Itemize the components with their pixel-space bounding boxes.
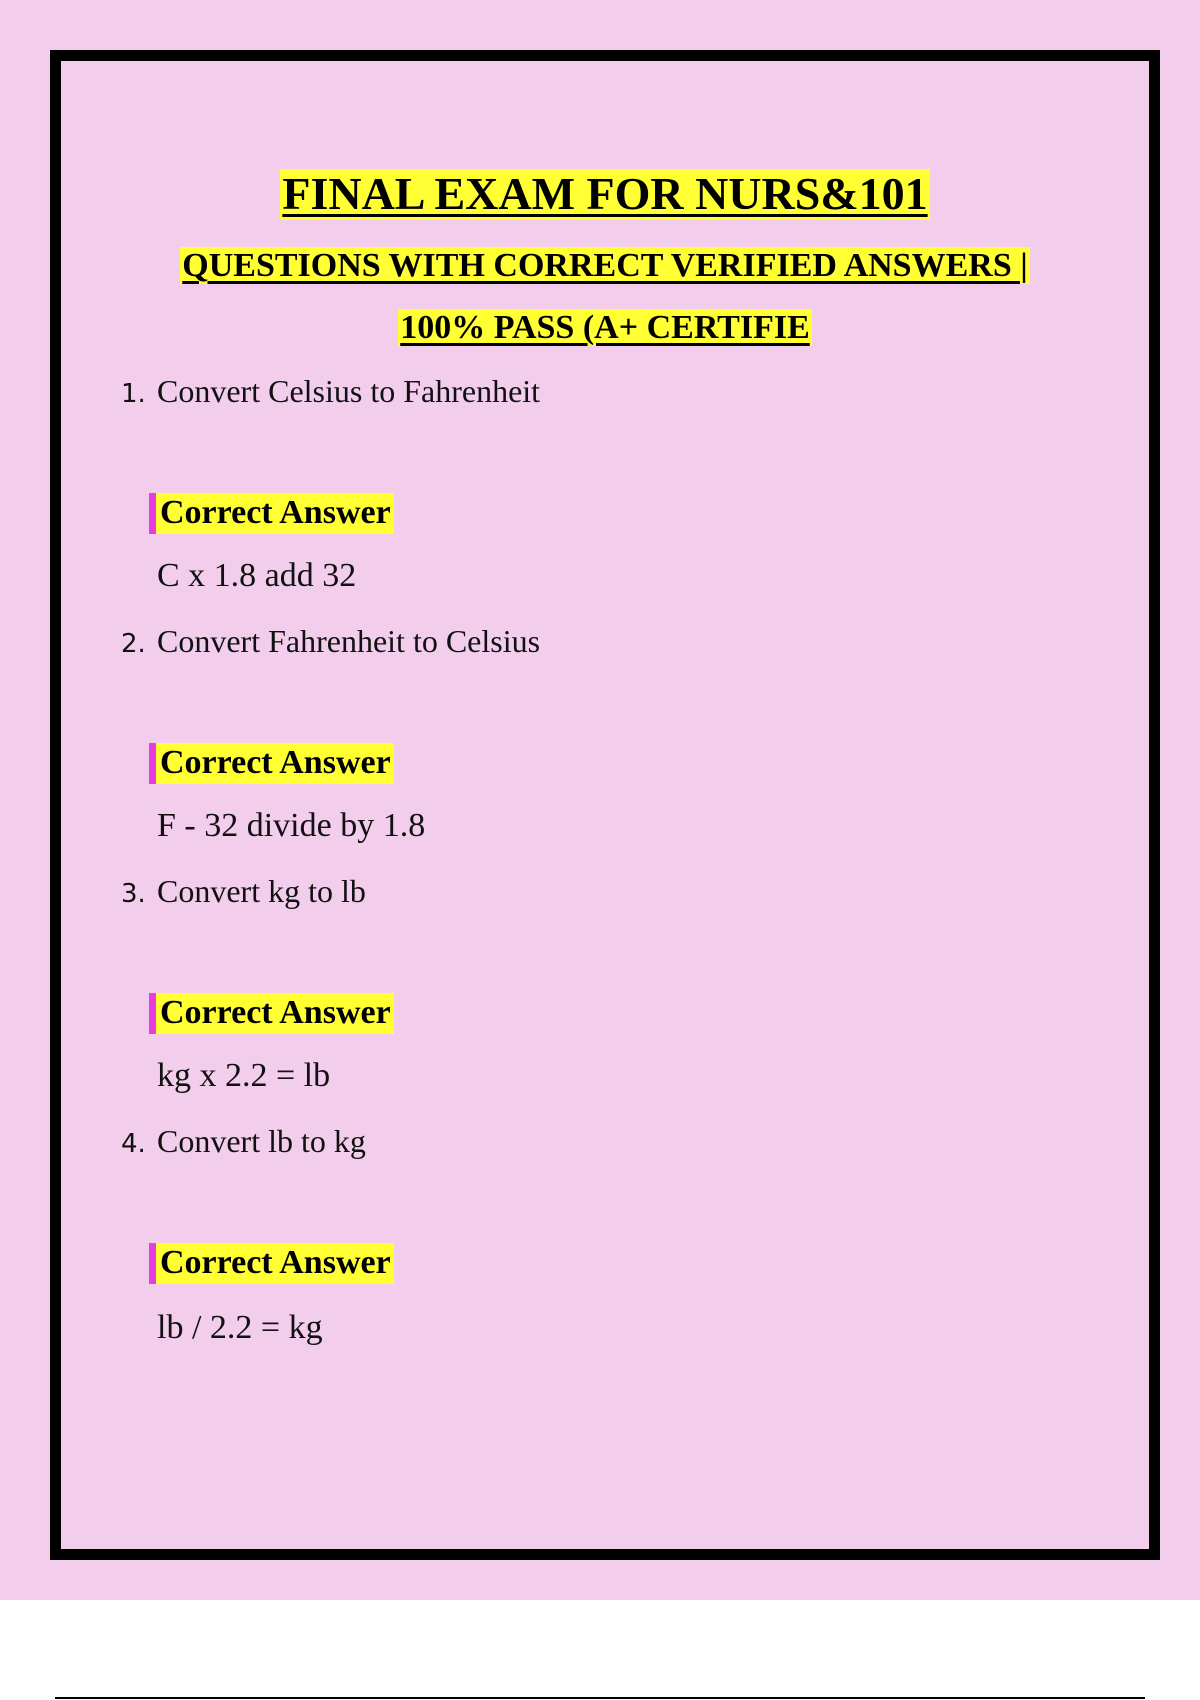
question-number: 2.	[121, 629, 146, 659]
correct-answer-label-1: Correct Answer	[149, 493, 394, 534]
question-4	[121, 1123, 366, 1160]
question-number: 4.	[121, 1129, 146, 1159]
correct-answer-label-3: Correct Answer	[149, 993, 394, 1034]
question-text: Convert Fahrenheit to Celsius	[157, 623, 541, 659]
question-3	[121, 873, 366, 910]
correct-answer-label-4: Correct Answer	[149, 1243, 394, 1284]
question-text: Convert lb to kg	[157, 1123, 366, 1159]
answer-3: kg x 2.2 = lb	[157, 1057, 331, 1094]
question-number: 3.	[121, 879, 146, 909]
title-row	[61, 169, 1149, 220]
subtitle-row-1	[61, 247, 1149, 284]
footer-divider	[55, 1697, 1145, 1699]
answer-4: lb / 2.2 = kg	[157, 1309, 323, 1346]
subtitle-row-2	[61, 309, 1149, 346]
question-text: Convert Celsius to Fahrenheit	[157, 373, 541, 409]
exam-subtitle-line-2: 100% PASS (A+ CERTIFIE	[400, 309, 810, 346]
question-number: 1.	[121, 379, 146, 409]
exam-title: FINAL EXAM FOR NURS&101	[282, 168, 928, 219]
question-2	[121, 623, 540, 660]
answer-2: F - 32 divide by 1.8	[157, 807, 426, 844]
exam-subtitle-line-1: QUESTIONS WITH CORRECT VERIFIED ANSWERS |	[182, 247, 1028, 284]
question-1	[121, 373, 540, 410]
correct-answer-label-2: Correct Answer	[149, 743, 394, 784]
document-frame	[50, 50, 1160, 1560]
question-text: Convert kg to lb	[157, 873, 366, 909]
answer-1: C x 1.8 add 32	[157, 557, 357, 594]
